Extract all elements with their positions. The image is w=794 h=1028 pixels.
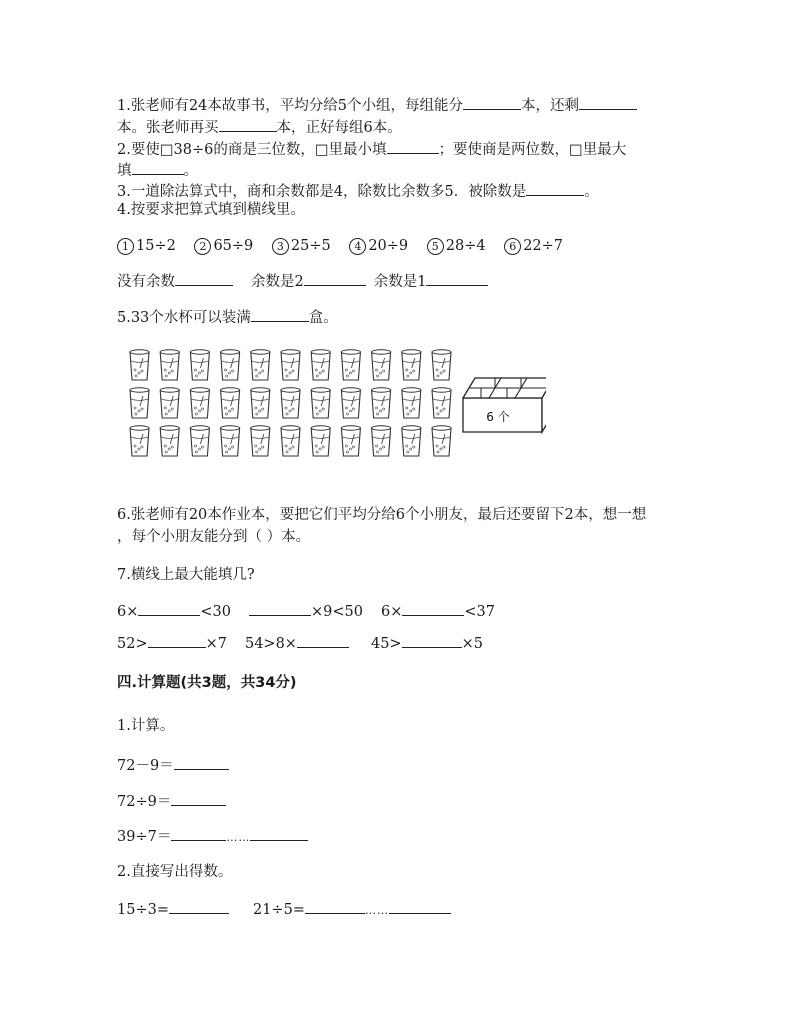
water-cup-icon — [341, 426, 360, 456]
q1-line1 — [117, 95, 637, 116]
q6-line1: 6.张老师有20本作业本，要把它们平均分给6个小朋友，最后还要留下2本，想一想 — [117, 507, 647, 523]
q7-blank-3[interactable] — [402, 601, 464, 616]
q4-option-2: 2 65÷9 — [194, 236, 253, 256]
water-cup-icon — [311, 350, 330, 380]
q7-r1-t3: ×9<50 — [310, 604, 363, 620]
water-cup-icon — [432, 426, 451, 456]
water-cup-icon — [160, 350, 179, 380]
q4-cat-remainder-1: 余数是1 — [373, 274, 427, 290]
q4-option-5: 5 28÷4 — [427, 236, 486, 256]
remainder-dots: …… — [364, 904, 389, 917]
q4-option-4: 4 20÷9 — [349, 236, 408, 256]
q7-blank-1[interactable] — [138, 601, 200, 616]
q7-blank-6[interactable] — [402, 633, 462, 648]
q7-r2-t5: ×5 — [461, 636, 483, 652]
q5-text-b: 盒。 — [308, 310, 338, 326]
water-cup-icon — [130, 388, 149, 418]
q4-options — [117, 236, 577, 256]
water-cup-icon — [402, 426, 421, 456]
remainder-dots: …… — [226, 831, 251, 844]
water-cup-icon — [281, 426, 300, 456]
calc1-expr2 — [117, 791, 226, 812]
circled-number-icon: 6 — [504, 238, 521, 255]
q7-r2-t4: 45> — [370, 636, 402, 652]
calc2-row — [117, 899, 451, 921]
q7-row2 — [117, 633, 483, 654]
q1-text-d: 本，正好每组6本。 — [276, 120, 402, 136]
calc1-e3-text: 39÷7＝ — [117, 829, 172, 845]
q2-text-b: ；要使商是两位数，□里最大 — [438, 142, 627, 158]
q5-line — [117, 307, 338, 328]
calc1-blank-1[interactable] — [174, 755, 229, 770]
circled-number-icon: 5 — [427, 238, 444, 255]
calc1-blank-4[interactable] — [250, 826, 308, 841]
q7-blank-2[interactable] — [249, 601, 311, 616]
q1-blank-3[interactable] — [219, 117, 277, 132]
q3-text-a: 3.一道除法算式中，商和余数都是4，除数比余数多5．被除数是 — [117, 184, 527, 200]
q6-line2: ，每个小朋友能分到（ ）本。 — [117, 529, 311, 545]
water-cup-icon — [251, 426, 270, 456]
water-cup-icon — [281, 350, 300, 380]
q7-r1-t1: 6× — [117, 604, 139, 620]
q5-blank[interactable] — [251, 307, 309, 322]
cups-and-box-figure — [126, 348, 546, 466]
q1-line2 — [117, 117, 402, 138]
q4-blank-3[interactable] — [426, 271, 488, 286]
q2-blank-1[interactable] — [387, 139, 439, 154]
q2-text-c: 填 — [117, 163, 132, 179]
q1-blank-1[interactable] — [463, 95, 521, 110]
circled-number-icon: 2 — [194, 238, 211, 255]
water-cup-icon — [341, 388, 360, 418]
calc2-blank-1[interactable] — [169, 899, 229, 914]
q2-line1 — [117, 139, 626, 160]
calc2-title: 2.直接写出得数。 — [117, 864, 233, 880]
water-cup-icon — [130, 426, 149, 456]
water-cup-icon — [402, 388, 421, 418]
calc2-blank-2[interactable] — [305, 899, 365, 914]
q4-option-3: 3 25÷5 — [272, 236, 331, 256]
water-cup-icon — [402, 350, 421, 380]
water-cup-icon — [251, 388, 270, 418]
q7-title: 7.横线上最大能填几? — [117, 567, 255, 583]
q4-categories — [117, 271, 488, 292]
water-cup-icon — [160, 388, 179, 418]
calc2-e1-text: 15÷3= — [117, 902, 169, 918]
water-cup-icon — [372, 350, 391, 380]
q7-blank-4[interactable] — [148, 633, 206, 648]
q4-blank-1[interactable] — [175, 271, 233, 286]
q4-option-1: 1 15÷2 — [117, 236, 176, 256]
q1-text-b: 本，还剩 — [521, 98, 580, 114]
calc1-expr1 — [117, 755, 229, 776]
box-label: 6 个 — [486, 410, 510, 424]
q7-r2-t2: ×7 — [205, 636, 227, 652]
q4-title: 4.按要求把算式填到横线里。 — [117, 202, 305, 218]
q7-r2-t3: 54>8× — [244, 636, 297, 652]
water-cup-icon — [190, 426, 209, 456]
q4-cat-remainder-2: 余数是2 — [251, 274, 304, 290]
water-cup-icon — [311, 426, 330, 456]
circled-number-icon: 3 — [272, 238, 289, 255]
q3-text-b: 。 — [584, 184, 599, 200]
water-cup-icon — [341, 350, 360, 380]
q3-blank[interactable] — [526, 181, 584, 196]
calc2-blank-3[interactable] — [389, 899, 451, 914]
water-cup-icon — [190, 388, 209, 418]
circled-number-icon: 4 — [349, 238, 366, 255]
calc1-e2-text: 72÷9＝ — [117, 794, 172, 810]
q2-text-a: 2.要使□38÷6的商是三位数，□里最小填 — [117, 142, 387, 158]
circled-number-icon: 1 — [117, 238, 134, 255]
q2-text-d: 。 — [183, 163, 198, 179]
q7-r2-t1: 52> — [117, 636, 148, 652]
water-cup-icon — [221, 350, 240, 380]
calc1-expr3 — [117, 826, 308, 848]
water-cup-icon — [251, 350, 270, 380]
water-cup-icon — [281, 388, 300, 418]
water-cup-icon — [432, 350, 451, 380]
calc1-blank-2[interactable] — [171, 791, 226, 806]
q4-option-6: 6 22÷7 — [504, 236, 563, 256]
q4-cat-no-remainder: 没有余数 — [117, 274, 175, 290]
q7-blank-5[interactable] — [297, 633, 349, 648]
water-cup-icon — [160, 426, 179, 456]
q2-line2 — [117, 160, 198, 181]
calc2-e2-text: 21÷5= — [252, 902, 305, 918]
q7-r1-t4: 6× — [380, 604, 403, 620]
q4-blank-2[interactable] — [304, 271, 366, 286]
q2-blank-2[interactable] — [132, 160, 184, 175]
water-cup-icon — [372, 426, 391, 456]
water-cup-icon — [372, 388, 391, 418]
calc1-e1-text: 72－9＝ — [117, 758, 174, 774]
q1-blank-2[interactable] — [579, 95, 637, 110]
calc1-blank-3[interactable] — [171, 826, 226, 841]
q7-row1 — [117, 601, 495, 622]
cup-grid — [130, 350, 451, 456]
water-cup-icon — [130, 350, 149, 380]
q7-r1-t2: <30 — [200, 604, 231, 620]
section-4-title: 四.计算题(共3题，共34分) — [117, 675, 297, 691]
six-compartment-box — [463, 378, 546, 432]
q1-text-c: 本。张老师再买 — [117, 120, 219, 136]
q1-text-a: 1.张老师有24本故事书，平均分给5个小组，每组能分 — [117, 98, 464, 114]
water-cup-icon — [311, 388, 330, 418]
water-cup-icon — [432, 388, 451, 418]
q5-text-a: 5.33个水杯可以装满 — [117, 310, 251, 326]
water-cup-icon — [190, 350, 209, 380]
q7-r1-t5: <37 — [464, 604, 495, 620]
water-cup-icon — [221, 426, 240, 456]
water-cup-icon — [221, 388, 240, 418]
q3-line — [117, 181, 599, 202]
calc1-title: 1.计算。 — [117, 718, 175, 734]
